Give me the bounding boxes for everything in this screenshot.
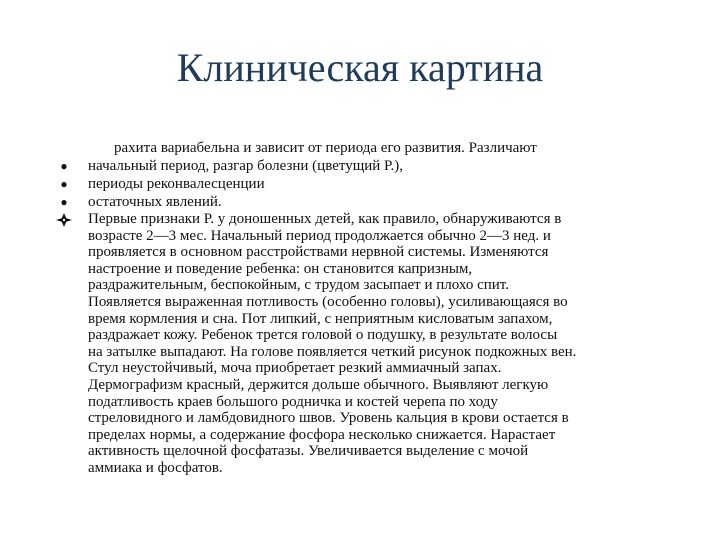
paragraph bbox=[88, 211, 708, 477]
round-bullet-icon: ● bbox=[60, 159, 68, 173]
paragraph-line: Дермографизм красный, держится дольше обычного. Выявляют легкую bbox=[88, 376, 549, 393]
paragraph-line: податливость краев большого родничка и костей черепа по ходу bbox=[88, 393, 498, 410]
list-item-text: начальный период, разгар болезни (цветущий Р.), bbox=[88, 158, 404, 174]
slide-content bbox=[54, 139, 714, 477]
paragraph-line: раздражительным, беспокойным, с трудом засыпает и плохо спит. bbox=[88, 277, 509, 294]
list-item bbox=[54, 193, 714, 211]
paragraph-line: проявляется в основном расстройствами нервной системы. Изменяются bbox=[88, 244, 549, 261]
list-item-text: периоды реконвалесценции bbox=[88, 176, 265, 192]
round-bullet-icon: ● bbox=[60, 177, 68, 191]
paragraph-line: Стул неустойчивый, моча приобретает резкий аммиачный запах. bbox=[88, 360, 502, 377]
paragraph-line: Первые признаки Р. у доношенных детей, как правило, обнаруживаются в bbox=[88, 211, 562, 227]
paragraph-line: на затылке выпадают. На голове появляется четкий рисунок подкожных вен. bbox=[88, 343, 577, 360]
paragraph-line: настроение и поведение ребенка: он становится капризным, bbox=[88, 260, 473, 277]
paragraph-line: раздражает кожу. Ребенок трется головой о подушку, в результате волосы bbox=[88, 327, 558, 344]
paragraph-line: Появляется выраженная потливость (особенно головы), усиливающаяся во bbox=[88, 293, 568, 310]
round-bullet-icon: ● bbox=[60, 195, 68, 209]
paragraph-item bbox=[54, 211, 714, 477]
lead-line: рахита вариабельна и зависит от периода его развития. Различают bbox=[114, 140, 537, 156]
list-item bbox=[54, 157, 714, 175]
diamond-bullet-icon bbox=[54, 212, 74, 228]
paragraph-line: возрасте 2—3 мес. Начальный период продолжается обычно 2—3 нед. и bbox=[88, 227, 551, 244]
paragraph-line: аммиака и фосфатов. bbox=[88, 459, 223, 476]
page-title: Клиническая картина bbox=[176, 45, 544, 90]
paragraph-line: активность щелочной фосфатазы. Увеличивается выделение с мочой bbox=[88, 443, 529, 460]
paragraph-line: стреловидного и ламбдовидного швов. Уровень кальция в крови остается в bbox=[88, 410, 569, 427]
paragraph-line: время кормления и сна. Пот липкий, с неприятным кисловатым запахом, bbox=[88, 310, 553, 327]
list-item bbox=[54, 175, 714, 193]
list-item-text: остаточных явлений. bbox=[88, 194, 222, 210]
paragraph-line: пределах нормы, а содержание фосфора несколько снижается. Нарастает bbox=[88, 426, 556, 443]
